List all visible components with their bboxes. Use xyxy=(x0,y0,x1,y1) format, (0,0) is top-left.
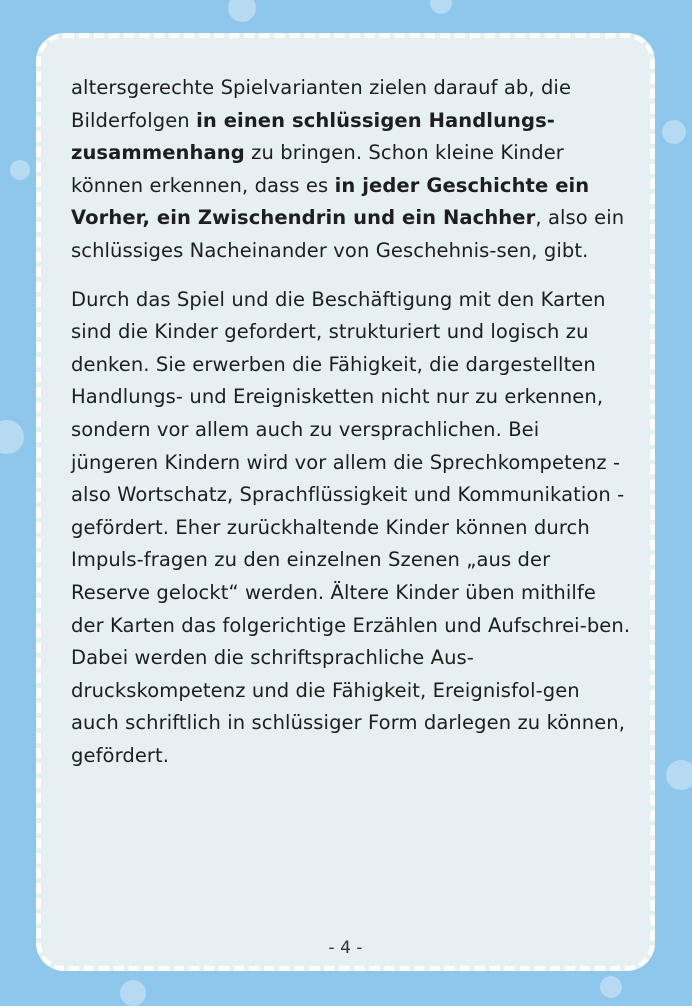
decorative-bubble xyxy=(600,976,622,998)
decorative-bubble xyxy=(666,760,692,790)
decorative-bubble xyxy=(228,0,256,22)
decorative-bubble xyxy=(10,160,30,180)
decorative-bubble xyxy=(662,120,686,144)
paragraph-1 xyxy=(71,72,631,268)
decorative-bubble xyxy=(430,0,452,14)
text-run: zu bringen. Schon kleine Kinder können erkennen, dass es xyxy=(71,141,564,197)
decorative-bubble xyxy=(120,980,146,1006)
text-run: , also ein schlüssiges Nacheinander von Geschehnis-sen, gibt. xyxy=(71,206,625,262)
bold-text-run: in einen schlüssigen Handlungs-zusammenhang xyxy=(71,108,555,165)
page-number: - 4 - xyxy=(328,938,363,958)
paragraph-2: Durch das Spiel und die Beschäftigung mit den Karten sind die Kinder gefordert, strukturiert und logisch zu denken. Sie erwerben die Fähigkeit, die dargestellten Handlungs- und Ereignisketten nicht nur zu erkennen, sondern vor allem auch zu versprachlichen. Bei jüngeren Kindern wird vor allem die Sprechkompetenz - also Wortschatz, Sprachflüssigkeit und Kommunikation - gefördert. Eher zurückhaltende Kinder können durch Impuls-fragen zu den einzelnen Szenen „aus der Reserve gelockt“ werden. Ältere Kinder üben mithilfe der Karten das folgerichtige Erzählen und Aufschrei-ben. Dabei werden die schriftsprachliche Aus-druckskompetenz und die Fähigkeit, Ereignisfol-gen auch schriftlich in schlüssiger Form darlegen zu können, gefördert. xyxy=(71,287,631,767)
bold-text-run: in jeder Geschichte ein Vorher, ein Zwischendrin und ein Nachher xyxy=(71,173,590,230)
decorative-bubble xyxy=(0,420,24,454)
content-card xyxy=(36,33,655,971)
text-run: altersgerechte Spielvarianten zielen darauf ab, die Bilderfolgen xyxy=(71,76,572,132)
body-text xyxy=(71,72,631,772)
